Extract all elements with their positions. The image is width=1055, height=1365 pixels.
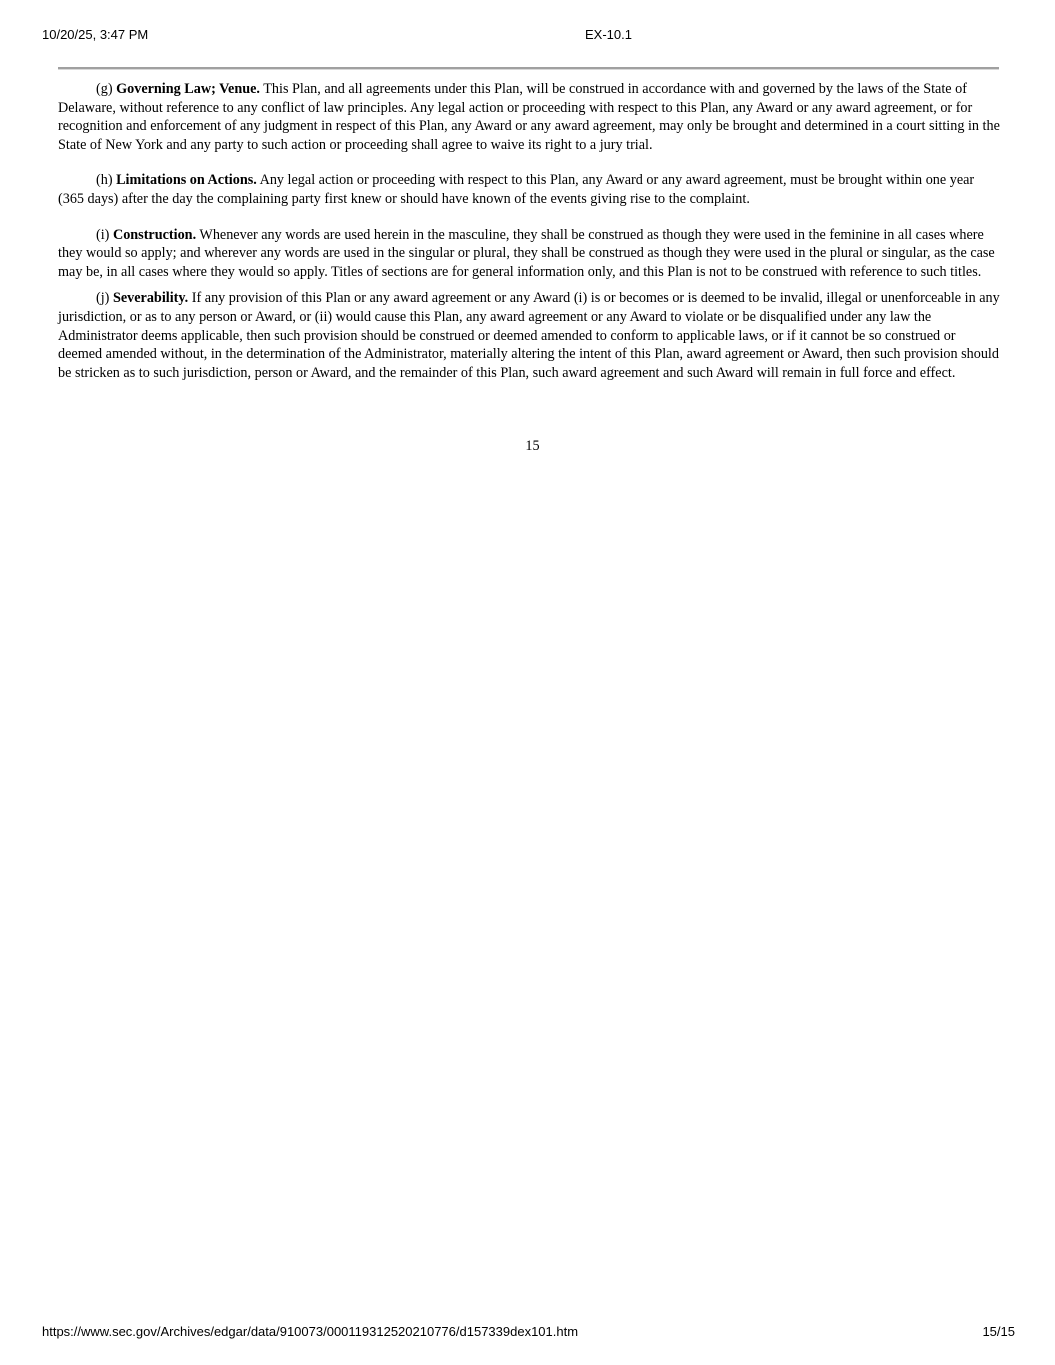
- section-i-label: (i): [96, 226, 110, 243]
- header-divider: [58, 67, 999, 70]
- section-h-text: Any legal action or proceeding with respect to this Plan, any Award or any award agreement, must be brought within one year (365 days) after the day the complaining party first knew or should have known of the events giving rise to the complaint.: [58, 172, 975, 207]
- section-i: [58, 226, 1002, 282]
- print-header-title: EX-10.1: [585, 27, 632, 42]
- section-g: [58, 80, 1002, 154]
- section-h-label: (h): [96, 172, 113, 189]
- print-header-datetime: 10/20/25, 3:47 PM: [42, 27, 149, 42]
- section-j-text: If any provision of this Plan or any award agreement or any Award (i) is or becomes or is deemed to be invalid, illegal or unenforceable in any jurisdiction, or as to any person or Award, or (ii) would cause this Plan, any award agreement or any Award to violate or be disqualified under any law the Administrator deems applicable, then such provision should be construed or deemed amended to conform to applicable laws, or if it cannot be so construed or deemed amended without, in the determination of the Administrator, materially altering the intent of this Plan, award agreement or Award, then such provision should be stricken as to such jurisdiction, person or Award, and the remainder of this Plan, such award agreement and such Award will remain in full force and effect.: [58, 290, 1000, 381]
- section-j-label: (j): [96, 290, 110, 307]
- section-g-heading: Governing Law; Venue.: [116, 81, 260, 97]
- section-g-text: This Plan, and all agreements under this Plan, will be construed in accordance with and governed by the laws of the State of Delaware, without reference to any conflict of law principles. Any legal action or proceeding with respect to this Plan, any Award or any award agreement, or for recognition and enforcement of any judgment in respect of this Plan, any Award or any award agreement, may only be brought and determined in a court sitting in the State of New York and any party to such action or proceeding shall agree to waive its right to a jury trial.: [58, 81, 1000, 153]
- section-i-text: Whenever any words are used herein in the masculine, they shall be construed as though they were used in the feminine in all cases where they would so apply; and wherever any words are used in the singular or plural, they shall be construed as though they were used in the plural or singular, as the case may be, in all cases where they would so apply. Titles of sections are for general information only, and this Plan is not to be construed with reference to such titles.: [58, 226, 995, 280]
- section-h: [58, 171, 1002, 208]
- section-i-heading: Construction.: [112, 226, 197, 243]
- section-j: [58, 289, 1002, 382]
- print-footer-url: https://www.sec.gov/Archives/edgar/data/910073/000119312520210776/d157339dex101.htm: [42, 1324, 579, 1339]
- print-footer-page-count: 15/15: [982, 1324, 1015, 1339]
- document-body: [58, 80, 1002, 382]
- section-h-heading: Limitations on Actions.: [116, 172, 257, 189]
- page-number: 15: [525, 438, 540, 454]
- section-j-heading: Severability.: [112, 290, 189, 307]
- section-g-label: (g): [96, 81, 113, 97]
